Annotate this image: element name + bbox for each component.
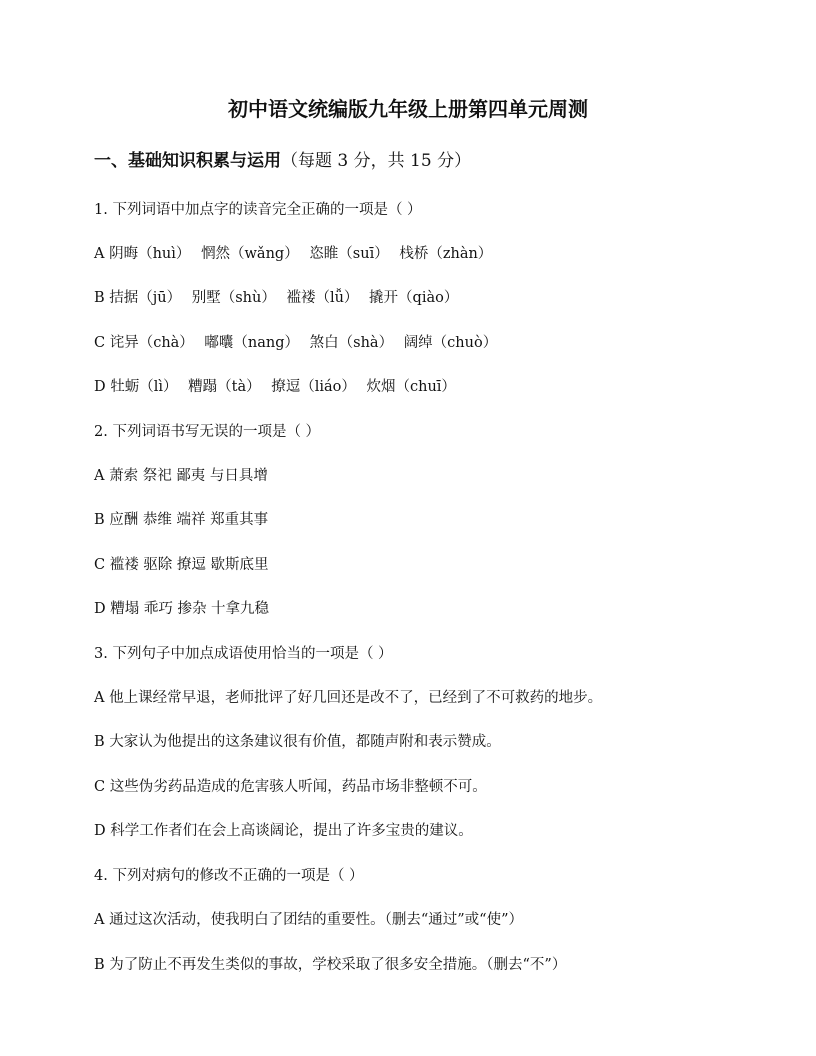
option-part: 栈桥（zhàn） bbox=[399, 246, 493, 262]
answer-option bbox=[94, 332, 503, 354]
option-part: A 阴晦（huì） bbox=[94, 246, 191, 262]
option-part: 别墅（shù） bbox=[191, 290, 276, 306]
question-stem: 2. 下列词语书写无误的一项是（ ） bbox=[94, 424, 321, 440]
section-heading bbox=[94, 148, 471, 174]
option-part: 嘟囔（nang） bbox=[204, 335, 300, 351]
answer-option bbox=[94, 376, 462, 398]
option-part: 撩逗（liáo） bbox=[271, 379, 356, 395]
option-part: 惘然（wǎng） bbox=[201, 246, 299, 262]
option-part: 炊烟（chuī） bbox=[366, 379, 456, 395]
answer-option: D 科学工作者们在会上高谈阔论，提出了许多宝贵的建议。 bbox=[94, 823, 473, 839]
answer-option: A 萧索 祭祀 鄙夷 与日具增 bbox=[94, 468, 268, 484]
option-part: D 牡蛎（lì） bbox=[94, 379, 178, 395]
answer-option: B 应酬 恭维 端祥 郑重其事 bbox=[94, 512, 269, 528]
option-part: B 拮据（jū） bbox=[94, 290, 182, 306]
option-part: C 诧异（chà） bbox=[94, 335, 194, 351]
question-stem: 4. 下列对病句的修改不正确的一项是（ ） bbox=[94, 868, 364, 884]
option-part: 糟蹋（tà） bbox=[188, 379, 261, 395]
answer-option: A 通过这次活动，使我明白了团结的重要性。（删去“通过”或“使”） bbox=[94, 912, 523, 928]
option-part: 恣睢（suī） bbox=[309, 246, 389, 262]
section-heading-note: （每题 3 分，共 15 分） bbox=[281, 151, 472, 171]
answer-option: C 这些伪劣药品造成的危害骇人听闻，药品市场非整顿不可。 bbox=[94, 779, 487, 795]
option-part: 撬开（qiào） bbox=[369, 290, 459, 306]
answer-option: B 大家认为他提出的这条建议很有价值，都随声附和表示赞成。 bbox=[94, 734, 501, 750]
question-stem: 3. 下列句子中加点成语使用恰当的一项是（ ） bbox=[94, 646, 393, 662]
answer-option: D 糟塌 乖巧 掺杂 十拿九稳 bbox=[94, 601, 270, 617]
section-heading-main: 一、基础知识积累与运用 bbox=[94, 151, 281, 171]
answer-option: C 褴褛 驱除 撩逗 歇斯底里 bbox=[94, 557, 269, 573]
option-part: 煞白（shà） bbox=[309, 335, 394, 351]
answer-option: A 他上课经常早退，老师批评了好几回还是改不了，已经到了不可救药的地步。 bbox=[94, 690, 603, 706]
question-stem: 1. 下列词语中加点字的读音完全正确的一项是（ ） bbox=[94, 202, 422, 218]
answer-option bbox=[94, 243, 498, 265]
answer-option bbox=[94, 287, 464, 309]
document-title: 初中语文统编版九年级上册第四单元周测 bbox=[228, 97, 588, 121]
answer-option: B 为了防止不再发生类似的事故，学校采取了很多安全措施。（删去“不”） bbox=[94, 957, 567, 973]
option-part: 阔绰（chuò） bbox=[403, 335, 498, 351]
option-part: 褴褛（lǚ） bbox=[286, 290, 359, 306]
